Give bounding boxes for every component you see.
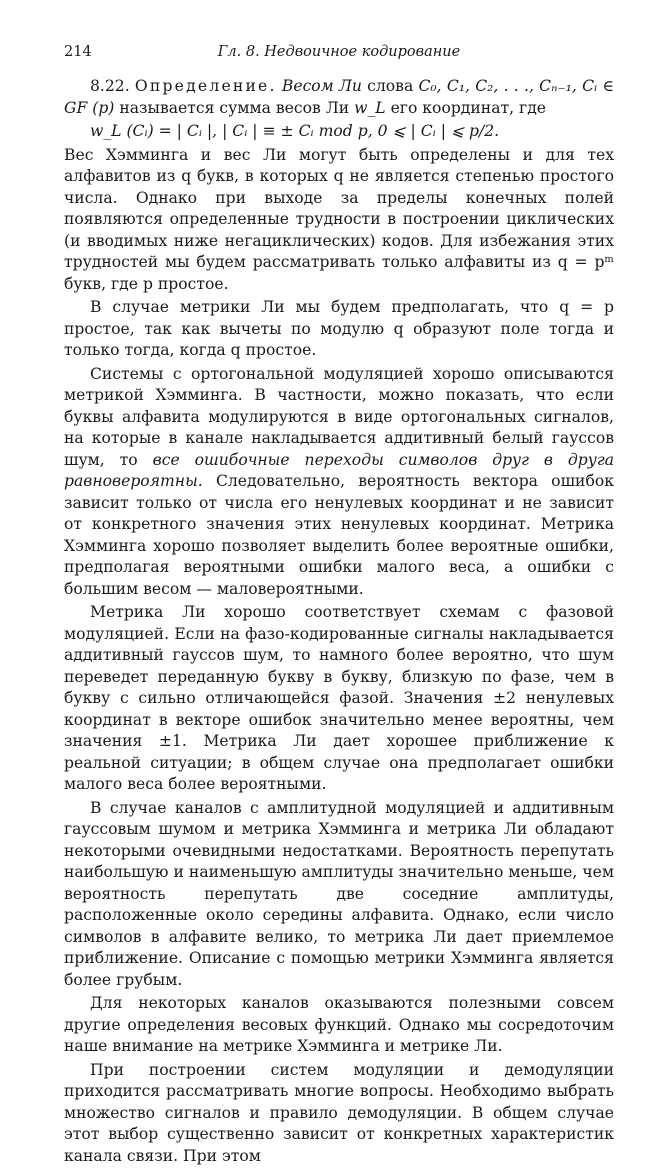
definition-number: 8.22. [90,77,130,95]
paragraph-1: Вес Хэмминга и вес Ли могут быть определены и для тех алфавитов из q букв, в которых q не является степенью простого числа. Однако при выходе за пределы конечных полей появляются определенные трудности в построении циклических (и вводимых ниже негациклических) кодов. Для избежания этих трудностей мы будем рассматривать только алфавиты из q = pᵐ букв, где p простое. [64,145,614,293]
paragraph-3-part-a: Системы с ортогональной модуляцией хорошо описываются метрикой Хэмминга. В частности, можно показать, что если буквы алфавита модулируются в виде ортогональных сигналов, на которые в канале накладывается аддитивный белый гауссов шум, то [64,364,614,469]
definition-text-3: его координат, где [390,98,547,117]
definition-membership: Cᵢ ∈ GF (p) [64,77,614,117]
definition-title: Определение. [134,77,277,95]
paragraph-3 [64,364,614,601]
paragraph-2: В случае метрики Ли мы будем предполагать, что q = p простое, так как вычеты по модулю q образуют поле тогда и только тогда, когда q простое. [64,298,614,359]
definition-term: Весом Ли [281,77,362,95]
definition-text-1: слова [367,77,414,95]
paragraph-5: В случае каналов с амплитудной модуляцией и аддитивным гауссовым шумом и метрика Хэмминга и метрика Ли обладают некоторыми очевидными недостатками. Вероятность перепутать наибольшую и наименьшую амплитуды значительно меньше, чем вероятность перепутать две соседние амплитуды, расположенные около середины алфавита. Однако, если число символов в алфавите велико, то метрика Ли дает приемлемое приближение. Описание с помощью метрики Хэмминга является более грубым. [64,798,614,989]
weight-symbol: w_L [354,98,386,117]
paragraph-3-part-b: Следовательно, вероятность вектора ошибок зависит только от числа его ненулевых координат и не зависит от конкретного значения этих ненулевых координат. Метрика Хэмминга хорошо позволяет выделить более вероятные ошибки, предполагая вероятными ошибки малого веса, а ошибки с большим весом — маловероятными. [64,472,614,598]
definition-paragraph [64,76,614,119]
page-number: 214 [64,44,92,60]
paragraph-6: Для некоторых каналов оказываются полезными совсем другие определения весовых функций. Однако мы сосредоточим наше внимание на метрике Хэмминга и метрике Ли. [64,994,614,1055]
paragraph-3-italic: все ошибочные переходы символов друг в друга равновероятны. [64,450,614,490]
lee-weight-formula: w_L (Cᵢ) = | Cᵢ |, | Cᵢ | ≡ ± Cᵢ mod p, 0 ⩽ | Cᵢ | ⩽ p/2. [90,122,500,140]
page-body [64,76,614,1169]
chapter-title: Гл. 8. Недвоичное кодирование [217,44,461,60]
definition-words: C₀, C₁, C₂, . . ., Cₙ₋₁, [418,77,577,95]
paragraph-7: При построении систем модуляции и демодуляции приходится рассматривать многие вопросы. Необходимо выбрать множество сигналов и правило демодуляции. В общем случае этот выбор существенно зависит от конкретных характеристик канала связи. При этом [64,1060,614,1165]
running-header [64,44,614,66]
paragraph-4: Метрика Ли хорошо соответствует схемам с фазовой модуляцией. Если на фазо-кодированные сигналы накладывается аддитивный гауссов шум, то намного более вероятно, что шум переведет переданную букву в букву, близкую по фазе, чем в букву с сильно отличающейся фазой. Значения ±2 ненулевых координат в векторе ошибок значительно менее вероятны, чем значения ±1. Метрика Ли дает хорошее приближение к реальной ситуации; в общем случае она предполагает ошибки малого веса более вероятными. [64,603,614,793]
definition-text-2: называется сумма весов Ли [119,98,350,117]
